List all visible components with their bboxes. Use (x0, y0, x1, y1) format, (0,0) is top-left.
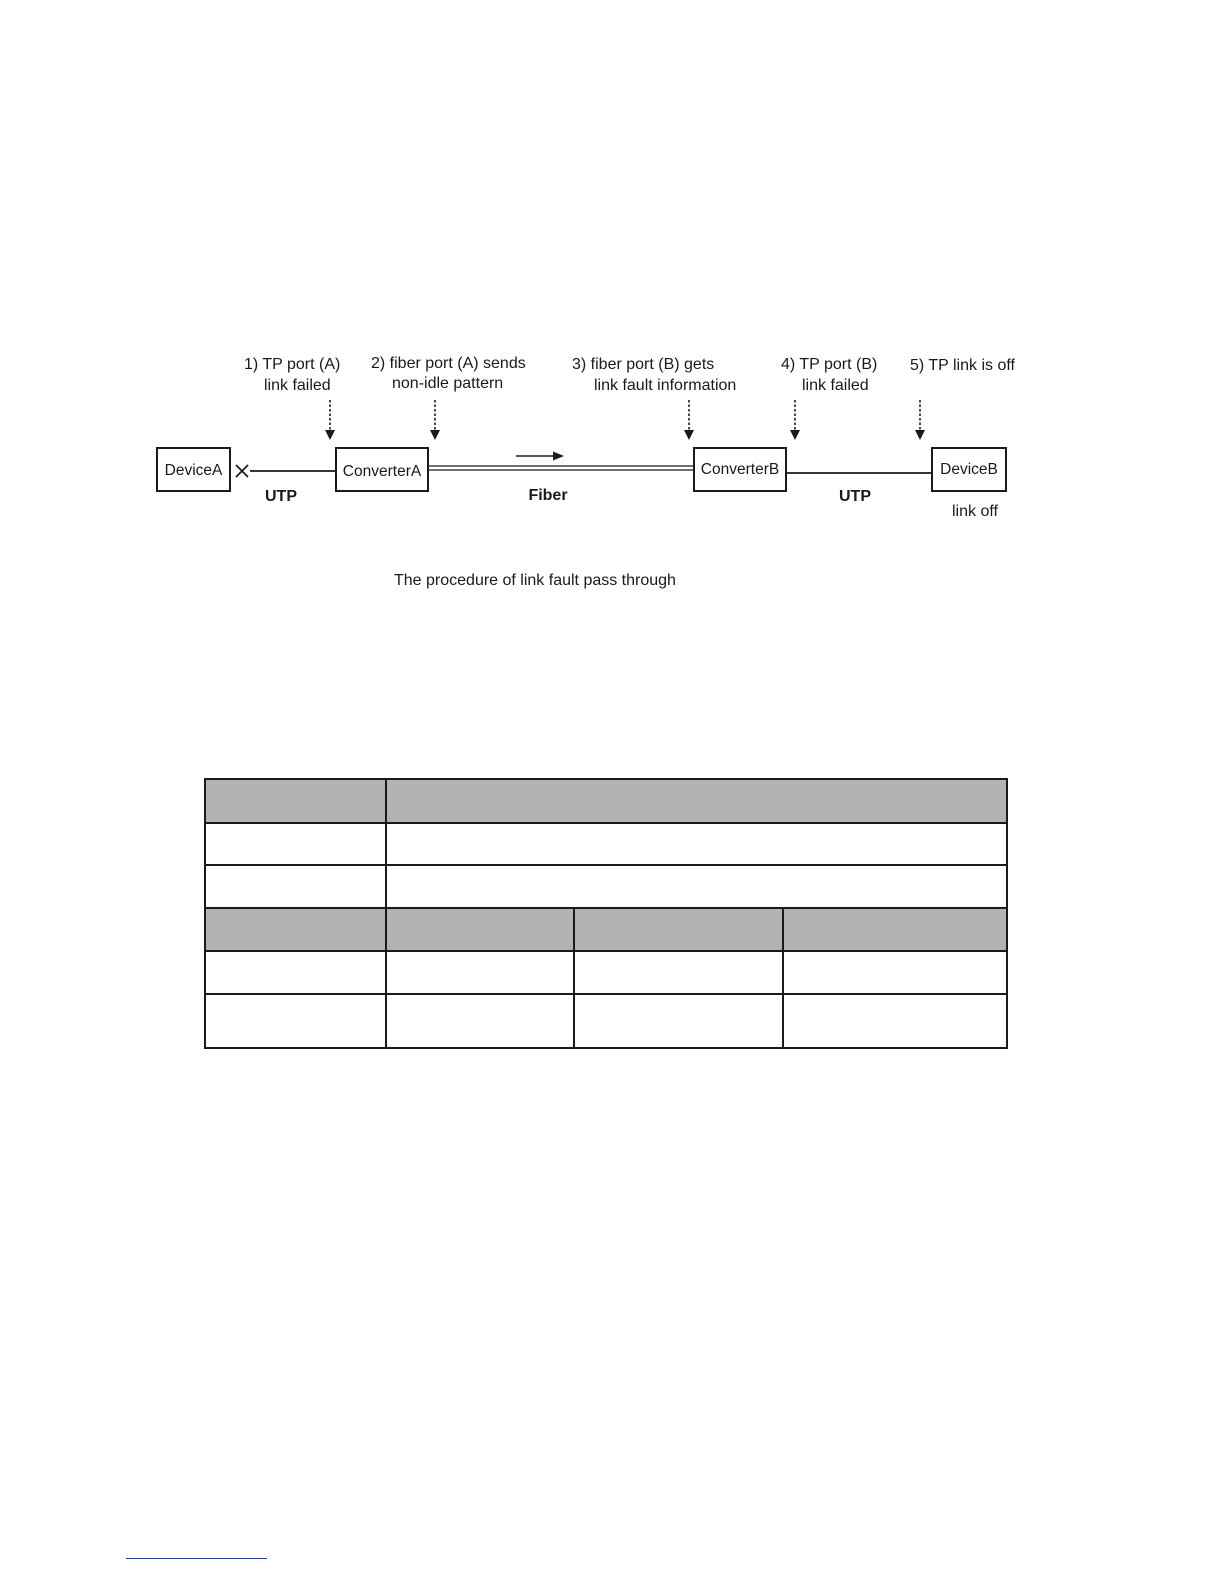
link-off-note: link off (952, 503, 998, 520)
step-1-line-1: 1) TP port (A) (244, 356, 341, 373)
table-cell (205, 779, 386, 823)
device-b-node (932, 448, 1006, 491)
table-cell (205, 908, 386, 951)
fiber-link (428, 466, 694, 470)
table-cell (574, 951, 783, 994)
table-cell (574, 908, 783, 951)
device-a-label: DeviceA (164, 462, 223, 479)
footnote-rule (126, 1558, 267, 1559)
step-4-line-1: 4) TP port (B) (781, 356, 878, 373)
table-cell (574, 994, 783, 1048)
table-cell (386, 779, 1007, 823)
converter-b-node (694, 448, 786, 491)
step-1-label (244, 356, 340, 394)
fiber-label: Fiber (528, 487, 568, 504)
table-cell (783, 908, 1007, 951)
spec-table-container (204, 778, 1006, 1047)
table-row (205, 951, 1007, 994)
table-cell (783, 994, 1007, 1048)
table-cell (205, 865, 386, 908)
spec-table (204, 778, 1008, 1049)
step-2-line-2: non-idle pattern (392, 375, 504, 392)
table-row (205, 865, 1007, 908)
table-row (205, 823, 1007, 865)
table-header-row (205, 779, 1007, 823)
step-2-label (371, 355, 526, 392)
dashed-down-arrow-icon (430, 400, 440, 440)
step-4-line-2: link failed (802, 377, 869, 394)
dashed-down-arrow-icon (325, 400, 335, 440)
step-3-line-1: 3) fiber port (B) gets (572, 356, 715, 373)
link-fault-diagram (0, 0, 1224, 620)
table-row (205, 994, 1007, 1048)
step-1-line-2: link failed (264, 377, 331, 394)
device-b-label: DeviceB (940, 461, 998, 478)
step-5-label (910, 357, 1015, 374)
step-4-label (781, 356, 877, 394)
table-cell (386, 865, 1007, 908)
dashed-down-arrow-icon (915, 400, 925, 440)
utp-left-label: UTP (265, 488, 297, 505)
table-cell (386, 908, 574, 951)
table-header-row (205, 908, 1007, 951)
table-cell (783, 951, 1007, 994)
dashed-down-arrow-icon (790, 400, 800, 440)
x-mark-icon (236, 465, 248, 477)
table-cell (205, 994, 386, 1048)
table-cell (205, 823, 386, 865)
dashed-down-arrow-icon (684, 400, 694, 440)
step-5-line-1: 5) TP link is off (910, 357, 1015, 374)
table-cell (386, 951, 574, 994)
converter-b-label: ConverterB (700, 461, 780, 478)
table-cell (386, 994, 574, 1048)
table-cell (386, 823, 1007, 865)
arrow-right-icon (516, 452, 564, 461)
step-2-line-1: 2) fiber port (A) sends (371, 355, 526, 372)
device-a-node (157, 448, 230, 491)
step-3-label (572, 356, 736, 394)
diagram-caption: The procedure of link fault pass through (394, 572, 676, 589)
table-cell (205, 951, 386, 994)
converter-a-node (336, 448, 428, 491)
converter-a-label: ConverterA (342, 463, 422, 480)
step-3-line-2: link fault information (594, 377, 737, 394)
utp-right-label: UTP (839, 488, 871, 505)
